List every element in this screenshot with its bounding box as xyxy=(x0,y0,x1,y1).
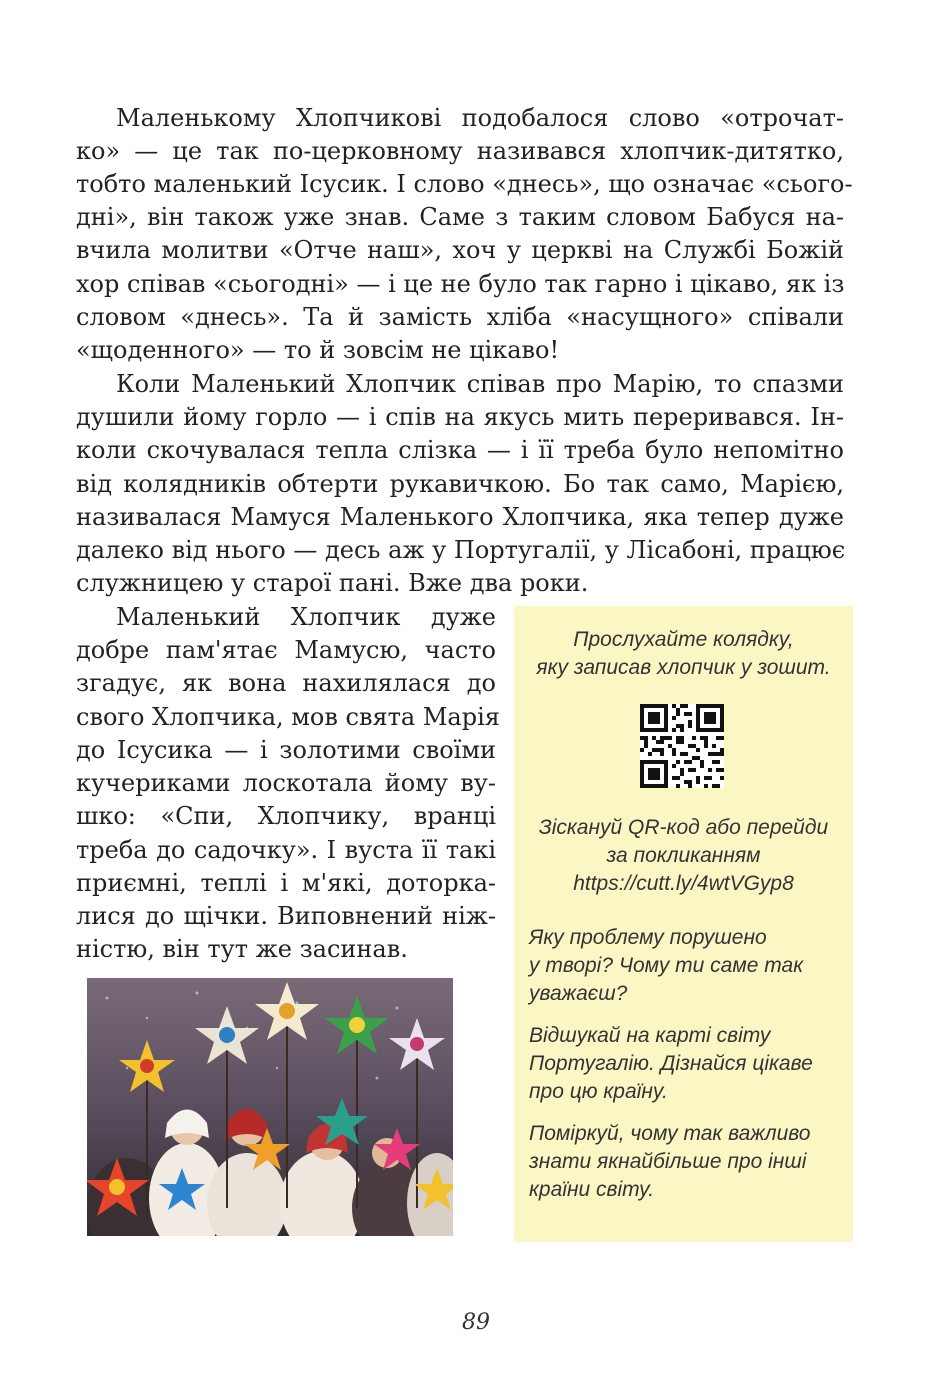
listen-prompt: Прослухайте колядку, яку записав хлопчик у зошит. xyxy=(536,628,831,679)
text-line: душили йому горло — і спів на якусь мить переривався. Ін- xyxy=(76,403,844,431)
text-line: ко» — це так по-церковному називався хлопчик-дитятко, xyxy=(76,137,844,165)
carolers-with-stars-photo xyxy=(87,978,453,1236)
text-line: хор співав «сьогодні» — і це не було так гарно і цікаво, як із xyxy=(76,270,845,298)
text-line: від колядників обтерти рукавичкою. Бо так само, Марією, xyxy=(76,470,844,498)
text-line: приємні, теплі і м'які, доторка- xyxy=(76,869,496,897)
text-line: шко: «Спи, Хлопчику, вранці xyxy=(76,802,496,830)
qr-instruction: Зісканyй QR-код або перейди за покликанням https://cutt.ly/4wtVGyp8 xyxy=(514,814,853,898)
text-line: Коли Маленький Хлопчик співав про Марію, то спазми xyxy=(116,370,844,398)
text-line: словом «днесь». Та й замість хліба «насущного» співали xyxy=(76,303,844,331)
text-line: добре пам'ятає Мамусю, часто xyxy=(76,636,496,664)
text-line: «щоденного» — то й зовсім не цікаво! xyxy=(76,336,560,364)
text-line: називалася Мамуся Маленького Хлопчика, яка тепер дуже xyxy=(76,503,844,531)
info-sidebar xyxy=(514,606,853,1242)
qr-link[interactable]: https://cutt.ly/4wtVGyp8 xyxy=(573,872,794,895)
page-number: 89 xyxy=(462,1310,490,1335)
text-line: коли скочувалася тепла слізка — і її треба було непомітно xyxy=(76,436,844,464)
text-line: служницею у старої пані. Вже два роки. xyxy=(76,569,589,597)
text-line: далеко від нього — десь аж у Португалії, у Лісабоні, працює xyxy=(76,536,846,564)
text-line: вчила молитви «Отче наш», хоч у церкві на Службі Божій xyxy=(76,236,844,264)
question-problem: Яку проблему порушено у творі? Чому ти саме так уважаєш? xyxy=(529,926,804,1005)
text-line: кучериками лоскотала йому ву- xyxy=(76,769,496,797)
text-line: треба до садочку». І вуста її такі xyxy=(76,836,496,864)
text-line: дні», він також уже знав. Саме з таким словом Бабуся на- xyxy=(76,203,844,231)
text-line: згадує, як вона нахилялася до xyxy=(76,669,496,697)
text-line: лися до щічки. Виповнений ніж- xyxy=(76,902,496,930)
text-line: Маленькому Хлопчикові подобалося слово «отрочат- xyxy=(116,104,844,132)
qr-code[interactable] xyxy=(640,704,724,788)
text-line: свого Хлопчика, мов свята Марія xyxy=(76,703,500,731)
question-other-countries: Поміркуй, чому так важливо знати якнайбільше про інші країни світу. xyxy=(529,1122,811,1201)
text-line: до Ісусика — і золотими своїми xyxy=(76,736,496,764)
text-line: тобто маленький Ісусик. І слово «днесь», що означає «сього- xyxy=(76,170,853,198)
question-portugal-map: Відшукай на карті світу Португалію. Дізнайся цікаве про цю країну. xyxy=(529,1024,813,1103)
text-line: ністю, він тут же засинав. xyxy=(76,935,408,963)
text-line: Маленький Хлопчик дуже xyxy=(116,603,496,631)
